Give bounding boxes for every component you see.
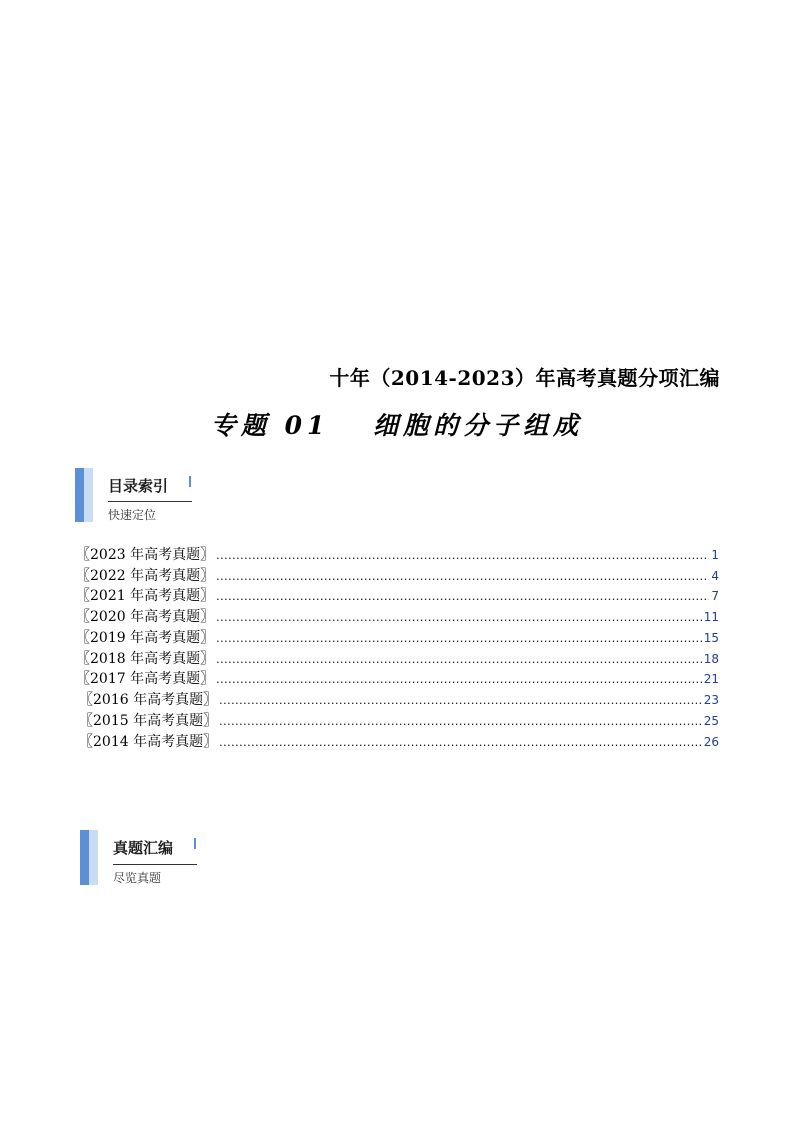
title-underline — [113, 864, 197, 865]
toc-leader-dots — [216, 632, 702, 645]
toc-entry-label: 〖2017 年高考真题〗 — [76, 671, 215, 687]
toc-leader-dots — [219, 694, 702, 707]
toc-entry[interactable] — [76, 565, 719, 585]
questions-section-subtitle: 尽览真题 — [113, 871, 162, 885]
toc-entry-label: 〖2015 年高考真题〗 — [79, 713, 218, 729]
toc-entry[interactable] — [79, 710, 719, 730]
title-tick-mark — [189, 476, 191, 487]
toc-entry[interactable] — [76, 648, 719, 668]
toc-entry-page: 26 — [703, 735, 719, 749]
toc-entry-page: 1 — [711, 548, 719, 562]
toc-entry[interactable] — [76, 585, 719, 605]
toc-leader-dots — [216, 549, 709, 562]
toc-entry-page: 23 — [703, 693, 719, 707]
toc-entry-label: 〖2016 年高考真题〗 — [79, 692, 218, 708]
toc-leader-dots — [219, 736, 702, 749]
toc-leader-dots — [216, 570, 709, 583]
toc-leader-dots — [216, 673, 702, 686]
toc-entry[interactable] — [76, 627, 719, 647]
toc-entry-label: 〖2018 年高考真题〗 — [76, 651, 215, 667]
toc-entry-label: 〖2023 年高考真题〗 — [76, 547, 215, 563]
toc-entry[interactable] — [79, 731, 719, 751]
toc-entry-page: 4 — [711, 569, 719, 583]
accent-bar-light — [84, 468, 93, 522]
series-title: 十年（2014-2023）年高考真题分项汇编 — [329, 366, 720, 390]
toc-entry-page: 7 — [711, 589, 719, 603]
toc-section-title: 目录索引 — [108, 477, 169, 495]
toc-entry-label: 〖2021 年高考真题〗 — [76, 588, 215, 604]
toc-leader-dots — [216, 611, 702, 624]
toc-entry-label: 〖2022 年高考真题〗 — [76, 568, 215, 584]
toc-leader-dots — [219, 715, 702, 728]
toc-entry-page: 18 — [703, 652, 719, 666]
toc-leader-dots — [216, 590, 709, 603]
toc-entry[interactable] — [79, 689, 719, 709]
toc-entry-label: 〖2019 年高考真题〗 — [76, 630, 215, 646]
toc-entry-label: 〖2020 年高考真题〗 — [76, 609, 215, 625]
toc-entry[interactable] — [76, 606, 719, 626]
title-tick-mark — [194, 838, 196, 849]
title-underline — [108, 501, 192, 502]
toc-section-subtitle: 快速定位 — [108, 508, 157, 522]
toc-leader-dots — [216, 653, 702, 666]
toc-entry-page: 21 — [703, 672, 719, 686]
toc-entry-page: 11 — [703, 610, 719, 624]
accent-bar-light — [89, 830, 98, 885]
toc-entry-label: 〖2014 年高考真题〗 — [79, 734, 218, 750]
topic-title: 专题 01 细胞的分子组成 — [210, 411, 584, 440]
toc-entry-page: 25 — [703, 714, 719, 728]
toc-entry-page: 15 — [703, 631, 719, 645]
accent-bar-dark — [75, 468, 84, 522]
toc-entry[interactable] — [76, 668, 719, 688]
questions-section-title: 真题汇编 — [113, 839, 174, 857]
accent-bar-dark — [80, 830, 89, 885]
toc-entry[interactable] — [76, 544, 719, 564]
